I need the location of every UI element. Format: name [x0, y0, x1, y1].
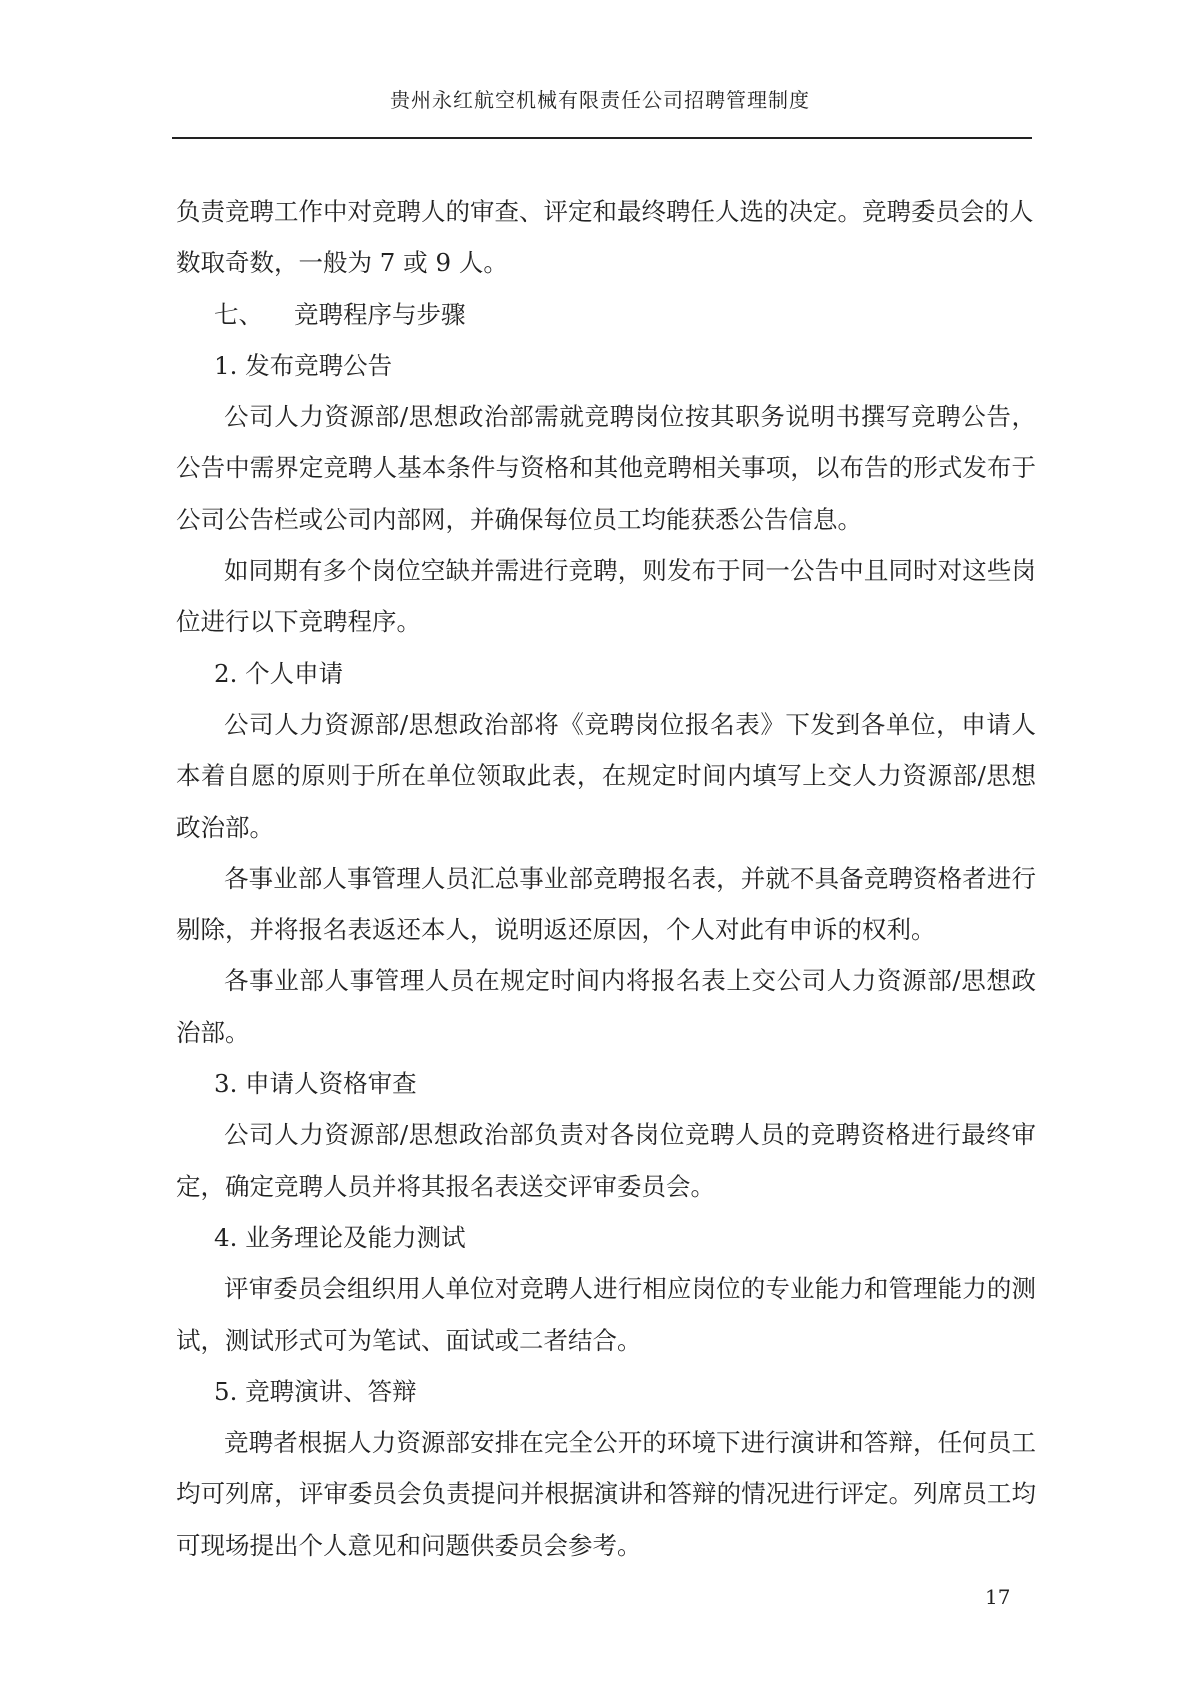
document-body [176, 186, 1036, 1571]
step2-paragraph-2: 各事业部人事管理人员汇总事业部竞聘报名表，并就不具备竞聘资格者进行剔除，并将报名表返还本人，说明返还原因，个人对此有申诉的权利。 [176, 863, 1036, 945]
step5-paragraph-1: 竞聘者根据人力资源部安排在完全公开的环境下进行演讲和答辩，任何员工均可列席，评审委员会负责提问并根据演讲和答辩的情况进行评定。列席员工均可现场提出个人意见和问题供委员会参考。 [176, 1428, 1036, 1560]
step-heading-5: 5. 竞聘演讲、答辩 [214, 1376, 417, 1406]
step2-paragraph-1: 公司人力资源部/思想政治部将《竞聘岗位报名表》下发到各单位，申请人本着自愿的原则于所在单位领取此表，在规定时间内填写上交人力资源部/思想政治部。 [176, 709, 1036, 842]
step-heading-2: 2. 个人申请 [214, 658, 344, 688]
step1-paragraph-2: 如同期有多个岗位空缺并需进行竞聘，则发布于同一公告中且同时对这些岗位进行以下竞聘程序。 [176, 556, 1036, 637]
section-heading [176, 289, 1036, 340]
step-heading-3: 3. 申请人资格审查 [214, 1069, 417, 1099]
step-heading-4: 4. 业务理论及能力测试 [214, 1222, 466, 1252]
page-number: 17 [985, 1585, 1011, 1609]
step2-paragraph-3: 各事业部人事管理人员在规定时间内将报名表上交公司人力资源部/思想政治部。 [176, 966, 1036, 1047]
intro-paragraph-line-1: 负责竞聘工作中对竞聘人的审查、评定和最终聘任人选的决定。竞聘委员会的人 [176, 197, 1034, 226]
step-heading-1: 1. 发布竞聘公告 [214, 350, 393, 380]
section-number: 七、 [214, 299, 263, 329]
section-title: 竞聘程序与步骤 [294, 299, 466, 329]
step3-paragraph-1: 公司人力资源部/思想政治部负责对各岗位竞聘人员的竞聘资格进行最终审定，确定竞聘人员并将其报名表送交评审委员会。 [176, 1120, 1036, 1201]
header-divider [172, 137, 1032, 139]
step4-paragraph-1: 评审委员会组织用人单位对竞聘人进行相应岗位的专业能力和管理能力的测试，测试形式可为笔试、面试或二者结合。 [176, 1274, 1036, 1355]
intro-paragraph-line-2: 数取奇数，一般为 7 或 9 人。 [176, 248, 508, 278]
page-header-title: 贵州永红航空机械有限责任公司招聘管理制度 [390, 88, 810, 112]
step1-paragraph-1: 公司人力资源部/思想政治部需就竞聘岗位按其职务说明书撰写竞聘公告，公告中需界定竞聘人基本条件与资格和其他竞聘相关事项，以布告的形式发布于公司公告栏或公司内部网，并确保每位员工均能获悉公告信息。 [176, 402, 1036, 534]
